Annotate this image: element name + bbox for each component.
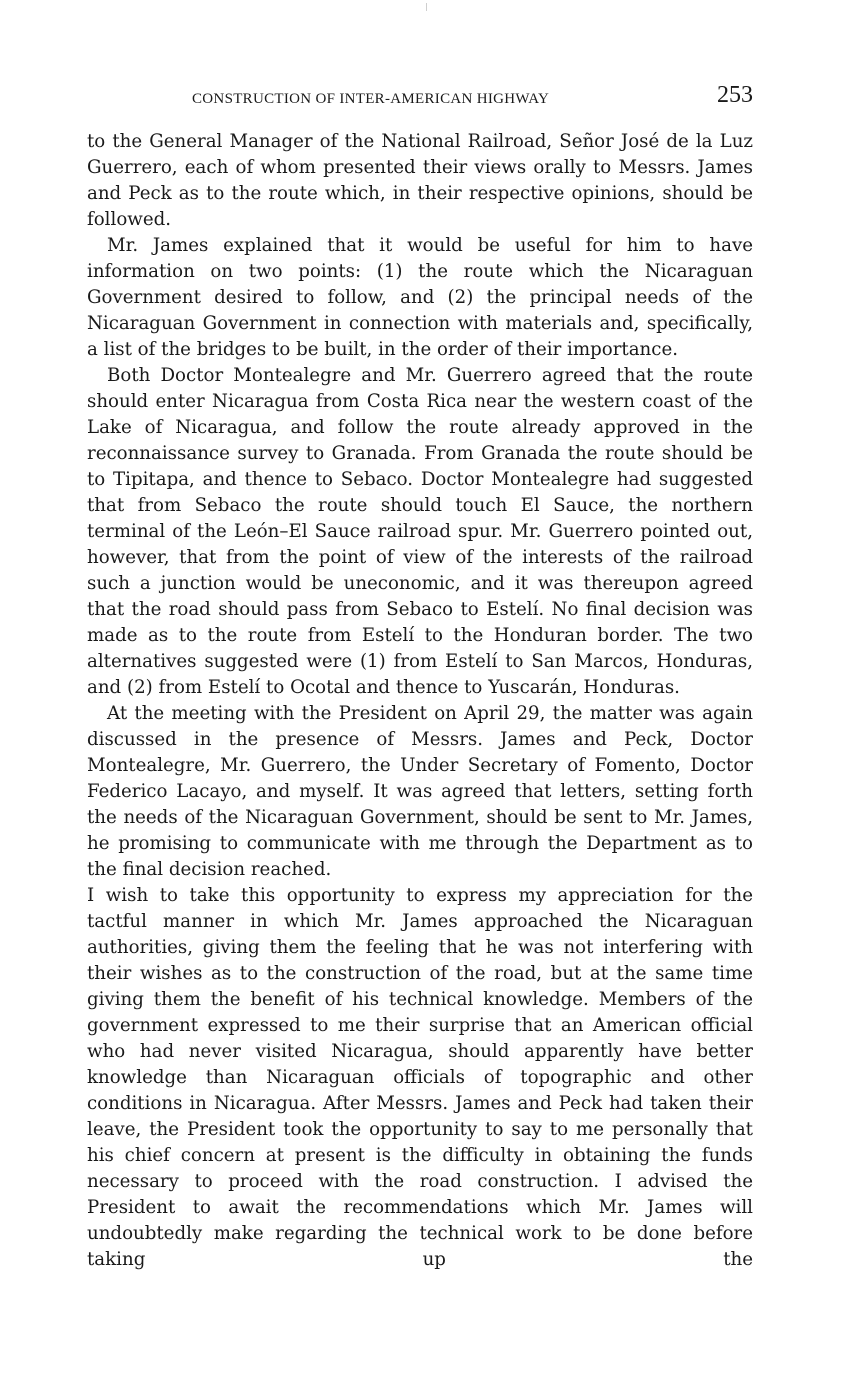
paragraph-president-meeting: At the meeting with the President on April 29, the matter was again discussed in the presence of Messrs. James and Peck, Doctor Montealegre, Mr. Guerrero, the Under Secretary of Fomento, Doctor Federico Lacayo, and myself. It was agreed that letters, setting forth the needs of the Nicaraguan Government, should be sent to Mr. James, he promising to communicate with me through the Department as to the final decision reached. <box>87 703 753 880</box>
body-text <box>87 129 753 1273</box>
paragraph-route-information: Mr. James explained that it would be useful for him to have information on two points: (1) the route which the Nicaraguan Government desired to follow, and (2) the principal needs of the Nicaraguan Government in connection with materials and, specifically, a list of the bridges to be built, in the order of their importance. <box>87 235 753 360</box>
running-header <box>87 82 753 116</box>
page-crease-mark <box>426 3 427 11</box>
paragraph-appreciation: I wish to take this opportunity to express my appreciation for the tactful manner in which Mr. James approached the Nicaraguan authorities, giving them the feeling that he was not interfering with their wishes as to the construction of the road, but at the same time giving them the benefit of his technical knowledge. Members of the government expressed to me their surprise that an American official who had never visited Nicaragua, should apparently have better knowledge than Nicaraguan officials of topographic and other conditions in Nicaragua. After Messrs. James and Peck had taken their leave, the President took the opportunity to say to me personally that his chief concern at present is the difficulty in obtaining the funds necessary to proceed with the road construction. I advised the President to await the recommendations which Mr. James will undoubtedly make regarding the technical work to be done before taking up the <box>87 885 753 1270</box>
paragraph-route-agreement: Both Doctor Montealegre and Mr. Guerrero agreed that the route should enter Nicaragua from Costa Rica near the western coast of the Lake of Nicaragua, and follow the route already approved in the reconnaissance survey to Granada. From Granada the route should be to Tipitapa, and thence to Sebaco. Doctor Montealegre had suggested that from Sebaco the route should touch El Sauce, the northern terminal of the León–El Sauce railroad spur. Mr. Guerrero pointed out, however, that from the point of view of the interests of the railroad such a junction would be uneconomic, and it was thereupon agreed that the road should pass from Sebaco to Estelí. No final decision was made as to the route from Estelí to the Honduran border. The two alternatives suggested were (1) from Estelí to San Marcos, Honduras, and (2) from Estelí to Ocotal and thence to Yuscarán, Honduras. <box>87 365 753 698</box>
page-number: 253 <box>717 82 753 108</box>
paragraph-continued: to the General Manager of the National Railroad, Señor José de la Luz Guerrero, each of whom presented their views orally to Messrs. James and Peck as to the route which, in their respective opinions, should be followed. <box>87 131 753 230</box>
running-header-title: CONSTRUCTION OF INTER-AMERICAN HIGHWAY <box>192 91 550 107</box>
